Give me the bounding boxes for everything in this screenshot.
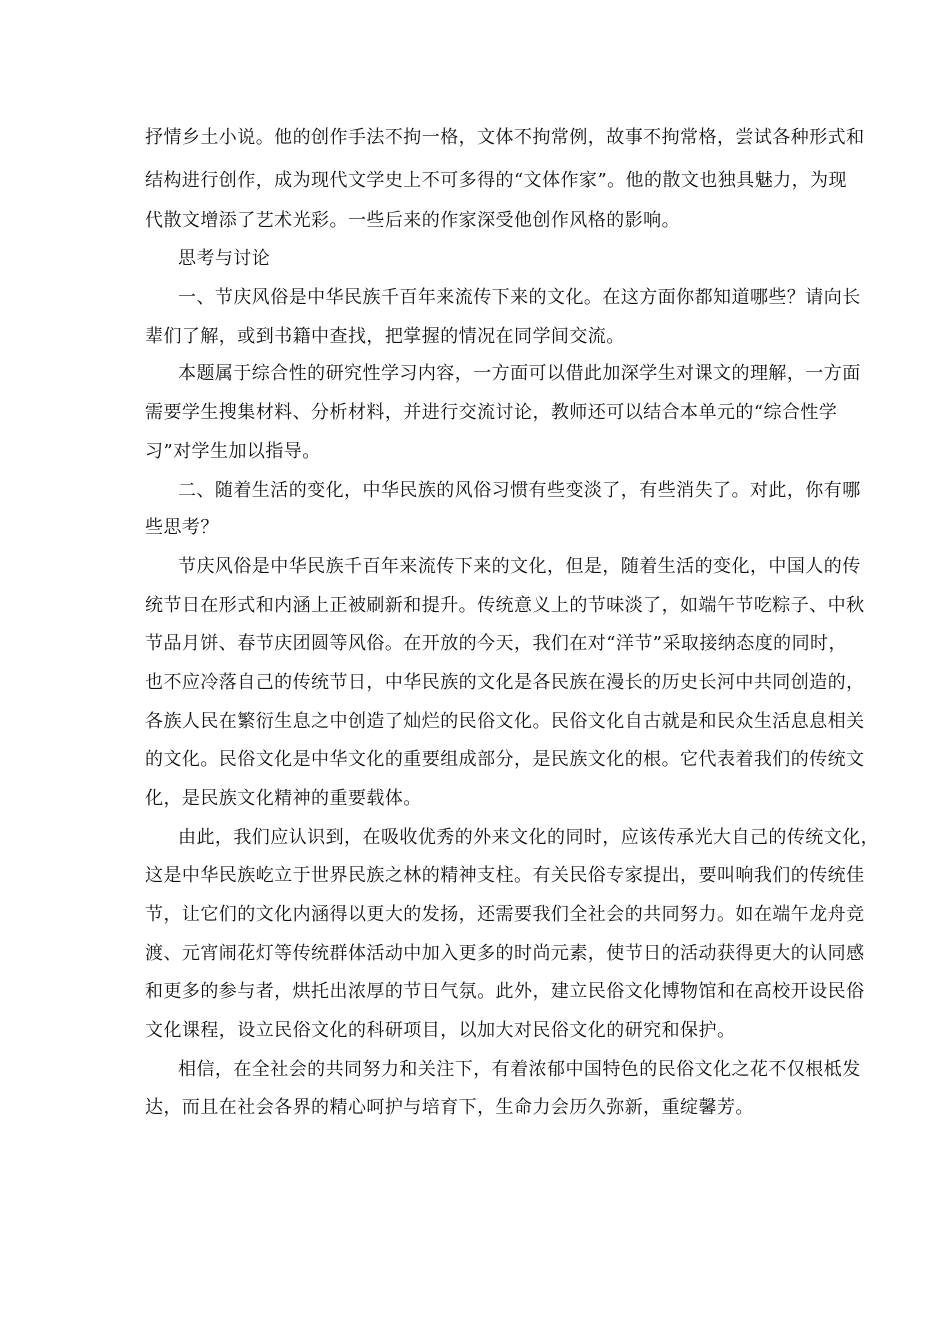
text-line: 这是中华民族屹立于世界民族之林的精神支柱。有关民俗专家提出，要叫响我们的传统佳	[145, 865, 865, 886]
question-line: 辈们了解，或到书籍中查找，把掌握的情况在同学间交流。	[145, 326, 625, 347]
question-line: 一、节庆风俗是中华民族千百年来流传下来的文化。在这方面你都知道哪些？请向长	[178, 287, 861, 308]
text-line: 节庆风俗是中华民族千百年来流传下来的文化，但是，随着生活的变化，中国人的传	[178, 556, 861, 577]
text-line: 习”对学生加以指导。	[145, 441, 321, 462]
text-line: 节，让它们的文化内涵得以更大的发扬，还需要我们全社会的共同努力。如在端午龙舟竞	[145, 904, 865, 925]
text-line: 各族人民在繁衍生息之中创造了灿烂的民俗文化。民俗文化自古就是和民众生活息息相关	[145, 711, 865, 732]
section-heading: 思考与讨论	[178, 248, 271, 269]
text-line: 由此，我们应认识到，在吸收优秀的外来文化的同时，应该传承光大自己的传统文化，	[178, 827, 880, 848]
text-line: 也不应冷落自己的传统节日，中华民族的文化是各民族在漫长的历史长河中共同创造的，	[145, 672, 865, 693]
text-line: 达，而且在社会各界的精心呵护与培育下，生命力会历久弥新，重绽馨芳。	[145, 1097, 754, 1118]
text-line: 需要学生搜集材料、分析材料，并进行交流讨论，教师还可以结合本单元的“综合性学	[145, 402, 838, 423]
question-line: 些思考？	[145, 517, 219, 538]
text-line: 代散文增添了艺术光彩。一些后来的作家深受他创作风格的影响。	[145, 210, 681, 231]
text-line: 化，是民族文化精神的重要载体。	[145, 788, 422, 809]
text-line: 抒情乡土小说。他的创作手法不拘一格，文体不拘常例，故事不拘常格，尝试各种形式和	[145, 127, 865, 148]
text-line: 文化课程，设立民俗文化的科研项目，以加大对民俗文化的研究和保护。	[145, 1020, 736, 1041]
text-line: 渡、元宵闹花灯等传统群体活动中加入更多的时尚元素，使节日的活动获得更大的认同感	[145, 943, 865, 964]
text-line: 统节日在形式和内涵上正被刷新和提升。传统意义上的节味淡了，如端午节吃粽子、中秋	[145, 595, 865, 616]
text-line: 节品月饼、春节庆团圆等风俗。在开放的今天，我们在对“洋节”采取接纳态度的同时，	[145, 633, 847, 654]
text-line: 结构进行创作，成为现代文学史上不可多得的“文体作家”。他的散文也独具魅力，为现	[145, 170, 847, 191]
question-line: 二、随着生活的变化，中华民族的风俗习惯有些变淡了，有些消失了。对此，你有哪	[178, 480, 861, 501]
text-line: 的文化。民俗文化是中华文化的重要组成部分，是民族文化的根。它代表着我们的传统文	[145, 749, 865, 770]
text-line: 和更多的参与者，烘托出浓厚的节日气氛。此外，建立民俗文化博物馆和在高校开设民俗	[145, 981, 865, 1002]
text-line: 相信，在全社会的共同努力和关注下，有着浓郁中国特色的民俗文化之花不仅根柢发	[178, 1059, 861, 1080]
text-line: 本题属于综合性的研究性学习内容，一方面可以借此加深学生对课文的理解，一方面	[178, 363, 861, 384]
